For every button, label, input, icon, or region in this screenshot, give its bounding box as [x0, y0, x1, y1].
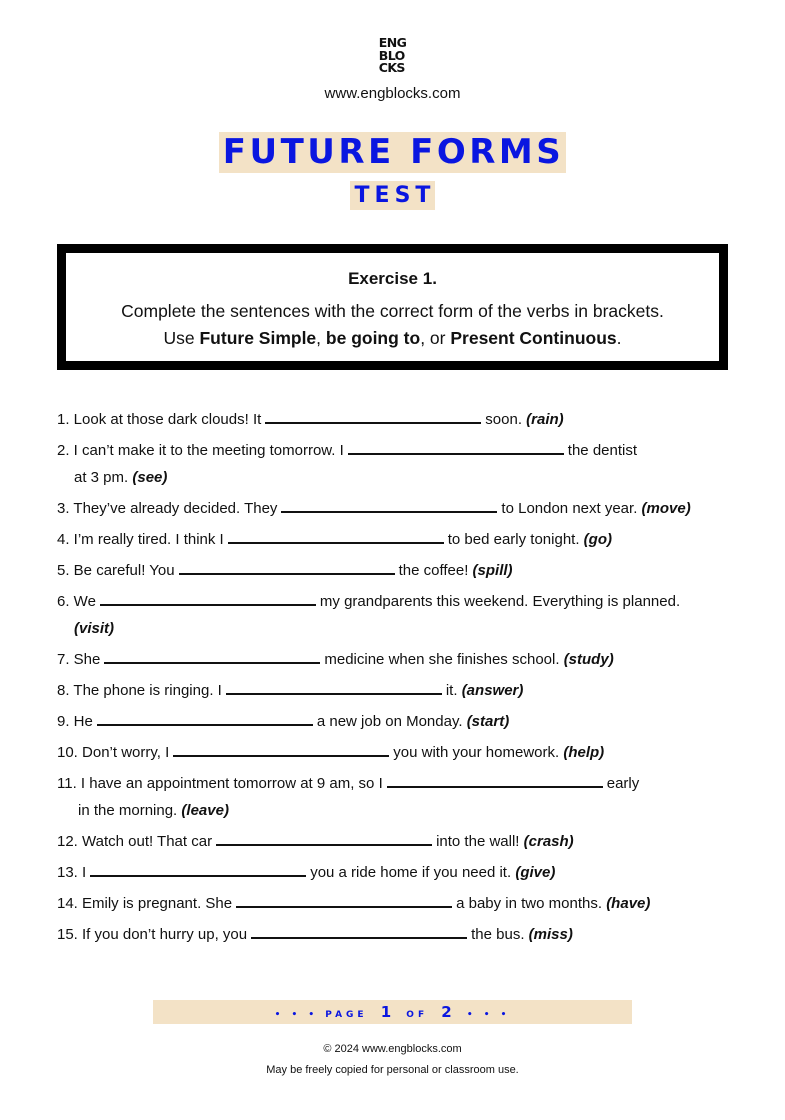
question-text: 2. I can’t make it to the meeting tomorrow. I — [57, 442, 344, 459]
question-text: the coffee! — [398, 562, 469, 579]
answer-blank[interactable] — [173, 739, 389, 757]
verb-hint: (rain) — [526, 411, 564, 428]
question-text: 13. I — [57, 864, 87, 881]
exercise-title: Exercise 1. — [348, 269, 437, 288]
logo — [0, 37, 785, 75]
question-text: 15. If you don’t hurry up, you — [57, 926, 248, 943]
question-3 — [57, 495, 737, 522]
verb-hint: (give) — [515, 864, 556, 881]
answer-blank[interactable] — [228, 526, 444, 544]
question-text: 9. He — [57, 713, 93, 730]
site-url[interactable]: www.engblocks.com — [324, 85, 461, 102]
question-text: to bed early tonight. — [447, 531, 580, 548]
instruction-line-1: Complete the sentences with the correct form of the verbs in brackets. — [121, 301, 664, 321]
page-indicator — [153, 1000, 632, 1024]
question-6 — [57, 588, 737, 642]
page-total: 2 — [441, 1003, 454, 1021]
separator: , or — [420, 328, 451, 348]
question-9 — [57, 708, 737, 735]
answer-blank[interactable] — [265, 406, 481, 424]
answer-blank[interactable] — [97, 708, 313, 726]
answer-blank[interactable] — [348, 437, 564, 455]
verb-hint: (crash) — [523, 833, 574, 850]
question-text: the dentist — [567, 442, 638, 459]
copyright: © 2024 www.engblocks.com — [323, 1043, 462, 1055]
verb-hint: (visit) — [74, 620, 115, 637]
answer-blank[interactable] — [90, 859, 306, 877]
question-1 — [57, 406, 737, 433]
question-text: 6. We — [57, 593, 96, 610]
answer-blank[interactable] — [179, 557, 395, 575]
license-note: May be freely copied for personal or classroom use. — [266, 1064, 519, 1076]
answer-blank[interactable] — [281, 495, 497, 513]
question-text: the bus. — [471, 926, 525, 943]
answer-blank[interactable] — [226, 677, 442, 695]
question-text: to London next year. — [501, 500, 638, 517]
question-text: 14. Emily is pregnant. She — [57, 895, 233, 912]
question-5 — [57, 557, 737, 584]
dots-decoration: • • • — [466, 1010, 511, 1020]
question-text: you with your homework. — [393, 744, 560, 761]
question-text: early — [606, 775, 640, 792]
verb-hint: (spill) — [472, 562, 513, 579]
question-8 — [57, 677, 737, 704]
question-text: a baby in two months. — [456, 895, 603, 912]
question-text: 3. They’ve already decided. They — [57, 500, 278, 517]
page-subtitle: TEST — [350, 181, 436, 210]
logo-line: ENG — [378, 35, 407, 50]
verb-hint: (start) — [466, 713, 510, 730]
question-text: 8. The phone is ringing. I — [57, 682, 222, 699]
dots-decoration: • • • — [274, 1010, 319, 1020]
instruction-use: Use — [163, 328, 200, 348]
question-12 — [57, 828, 737, 855]
answer-blank[interactable] — [104, 646, 320, 664]
logo-line: CKS — [378, 60, 405, 75]
question-7 — [57, 646, 737, 673]
question-text: 11. I have an appointment tomorrow at 9 am, so I — [57, 775, 383, 792]
question-text: into the wall! — [436, 833, 520, 850]
verb-hint: (answer) — [461, 682, 524, 699]
question-text: soon. — [485, 411, 522, 428]
question-text: 1. Look at those dark clouds! It — [57, 411, 262, 428]
verb-hint: (help) — [563, 744, 605, 761]
question-text: at 3 pm. — [74, 469, 129, 486]
question-15 — [57, 921, 737, 948]
question-text: medicine when she finishes school. — [324, 651, 560, 668]
page-label: PAGE — [325, 1010, 368, 1020]
exercise-instructions-box — [57, 244, 728, 370]
answer-blank[interactable] — [251, 921, 467, 939]
question-text: a new job on Monday. — [316, 713, 463, 730]
verb-hint: (miss) — [528, 926, 573, 943]
answer-blank[interactable] — [236, 890, 452, 908]
verb-hint: (move) — [641, 500, 691, 517]
logo-line: BLO — [378, 47, 405, 63]
engblocks-logo — [379, 37, 406, 75]
question-text: my grandparents this weekend. Everything is planned. — [319, 593, 681, 610]
question-text: 4. I’m really tired. I think I — [57, 531, 224, 548]
question-text: it. — [445, 682, 458, 699]
verb-hint: (study) — [563, 651, 614, 668]
question-text: you a ride home if you need it. — [310, 864, 512, 881]
page-of-label: OF — [406, 1010, 429, 1020]
separator: . — [616, 328, 622, 348]
separator: , — [316, 328, 326, 348]
question-text: 10. Don’t worry, I — [57, 744, 170, 761]
page-title: FUTURE FORMS — [219, 132, 567, 173]
answer-blank[interactable] — [100, 588, 316, 606]
question-list — [57, 406, 737, 948]
answer-blank[interactable] — [387, 770, 603, 788]
question-text: 5. Be careful! You — [57, 562, 175, 579]
question-text: 7. She — [57, 651, 101, 668]
verb-hint: (go) — [583, 531, 612, 548]
question-13 — [57, 859, 737, 886]
page-current: 1 — [380, 1003, 394, 1021]
form-be-going-to: be going to — [325, 328, 421, 348]
question-11 — [57, 770, 737, 824]
verb-hint: (have) — [606, 895, 651, 912]
question-text: 12. Watch out! That car — [57, 833, 213, 850]
exercise-instruction — [66, 298, 719, 352]
form-future-simple: Future Simple — [199, 328, 317, 348]
form-present-continuous: Present Continuous — [450, 328, 617, 348]
verb-hint: (leave) — [181, 802, 229, 819]
question-2 — [57, 437, 737, 491]
answer-blank[interactable] — [216, 828, 432, 846]
question-text: in the morning. — [78, 802, 178, 819]
verb-hint: (see) — [132, 469, 168, 486]
question-4 — [57, 526, 737, 553]
question-14 — [57, 890, 737, 917]
question-10 — [57, 739, 737, 766]
